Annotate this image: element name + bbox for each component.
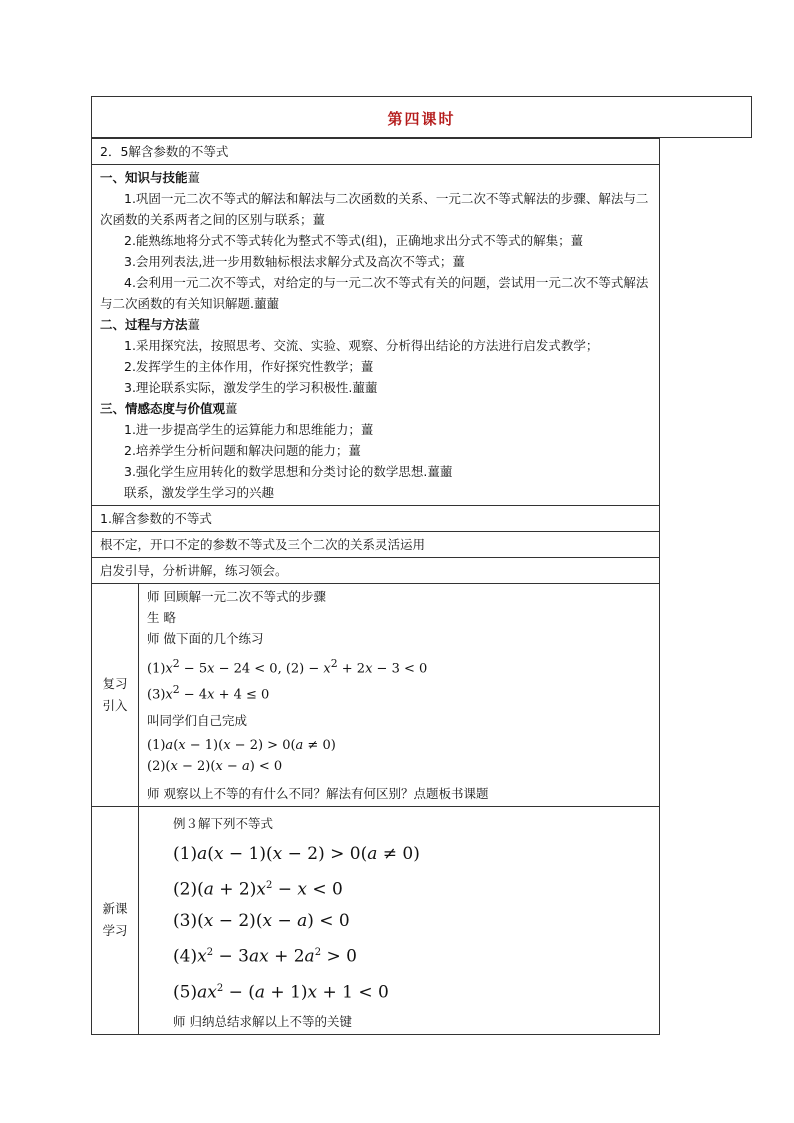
attitude-item: 3.强化学生应用转化的数学思想和分类讨论的数学思想.薑蘁 xyxy=(124,464,453,479)
review-content xyxy=(139,584,660,807)
exercise-formula-2: $(3)x^2 - 4x + 4 \le 0$ xyxy=(147,683,270,703)
knowledge-item: 2.能熟练地将分式不等式转化为整式不等式(组)，正确地求出分式不等式的解集；薑 xyxy=(124,233,584,248)
objectives-cell xyxy=(92,165,660,506)
review-label: 复习 引入 xyxy=(92,584,139,807)
review-line: 师 做下面的几个练习 xyxy=(147,631,264,646)
lesson-title: 第四课时 xyxy=(387,110,456,128)
exercise-formula-3: (1)a(x − 1)(x − 2) > 0(a ≠ 0) xyxy=(147,737,336,753)
process-item: 3.理论联系实际，激发学生的学习积极性.蘁蘁 xyxy=(124,380,378,395)
new-lesson-closing: 师 归纳总结求解以上不等的关键 xyxy=(173,1013,352,1029)
exercise-formula-4: (2)(x − 2)(x − a) < 0 xyxy=(147,758,283,774)
process-item: 1.采用探究法，按照思考、交流、实验、观察、分析得出结论的方法进行启发式教学； xyxy=(124,338,599,353)
method-cell: 启发引导，分析讲解，练习领会。 xyxy=(92,558,660,584)
review-line: 生 略 xyxy=(147,610,176,625)
key-point-row xyxy=(92,506,660,532)
section-heading-knowledge: 一、知识与技能薑 xyxy=(100,170,201,185)
attitude-item: 联系，激发学生学习的兴趣 xyxy=(124,485,275,500)
example-formula-2: $(2)(a + 2)x^2 - x < 0$ xyxy=(173,879,343,900)
example-formula-1: (1)a(x − 1)(x − 2) > 0(a ≠ 0) xyxy=(173,843,420,864)
difficulty-cell: 根不定，开口不定的参数不等式及三个二次的关系灵活运用 xyxy=(92,532,660,558)
review-closing: 师 观察以上不等的有什么不同？解法有何区别？点题板书课题 xyxy=(147,785,489,801)
objectives-row xyxy=(92,165,660,506)
review-line: 师 回顾解一元二次不等式的步骤 xyxy=(147,589,326,604)
example-intro: 例３解下列不等式 xyxy=(173,815,274,831)
topic-row xyxy=(92,139,660,165)
example-formula-3: (3)(x − 2)(x − a) < 0 xyxy=(173,911,350,932)
new-lesson-row xyxy=(92,806,660,1034)
knowledge-item: 4.会利用一元二次不等式，对给定的与一元二次不等式有关的问题，尝试用一元二次不等式解法与二次函数的有关知识解题.蘁蘁 xyxy=(100,275,649,311)
new-lesson-content xyxy=(139,806,660,1034)
topic-cell: 2．5解含参数的不等式 xyxy=(92,139,660,165)
key-point-cell: 1.解含参数的不等式 xyxy=(92,506,660,532)
example-formula-5: $(5)ax^2 - (a + 1)x + 1 < 0$ xyxy=(173,982,389,1003)
lesson-title-box xyxy=(91,96,752,138)
knowledge-item: 3.会用列表法,进一步用数轴标根法求解分式及高次不等式；薑 xyxy=(124,254,465,269)
new-lesson-label: 新课 学习 xyxy=(92,806,139,1034)
example-formula-4: $(4)x^2 - 3ax + 2a^2 > 0$ xyxy=(173,946,357,967)
process-item: 2.发挥学生的主体作用，作好探究性教学；薑 xyxy=(124,359,374,374)
section-heading-attitude: 三、情感态度与价值观薑 xyxy=(100,401,238,416)
knowledge-item: 1.巩固一元二次不等式的解法和解法与二次函数的关系、一元二次不等式解法的步骤、解法与二次函数的关系两者之间的区别与联系；薑 xyxy=(100,191,649,227)
method-row xyxy=(92,558,660,584)
lesson-plan-table xyxy=(91,138,660,1035)
attitude-item: 2.培养学生分析问题和解决问题的能力；薑 xyxy=(124,443,361,458)
exercise-formula-1: $(1)x^2 - 5x - 24 < 0$, $(2) - x^2 + 2x - 3 < 0$ xyxy=(147,657,428,677)
difficulty-row xyxy=(92,532,660,558)
attitude-item: 1.进一步提高学生的运算能力和思维能力；薑 xyxy=(124,422,374,437)
review-row xyxy=(92,584,660,807)
review-instruction: 叫同学们自己完成 xyxy=(147,712,248,728)
section-heading-process: 二、过程与方法薑 xyxy=(100,317,201,332)
